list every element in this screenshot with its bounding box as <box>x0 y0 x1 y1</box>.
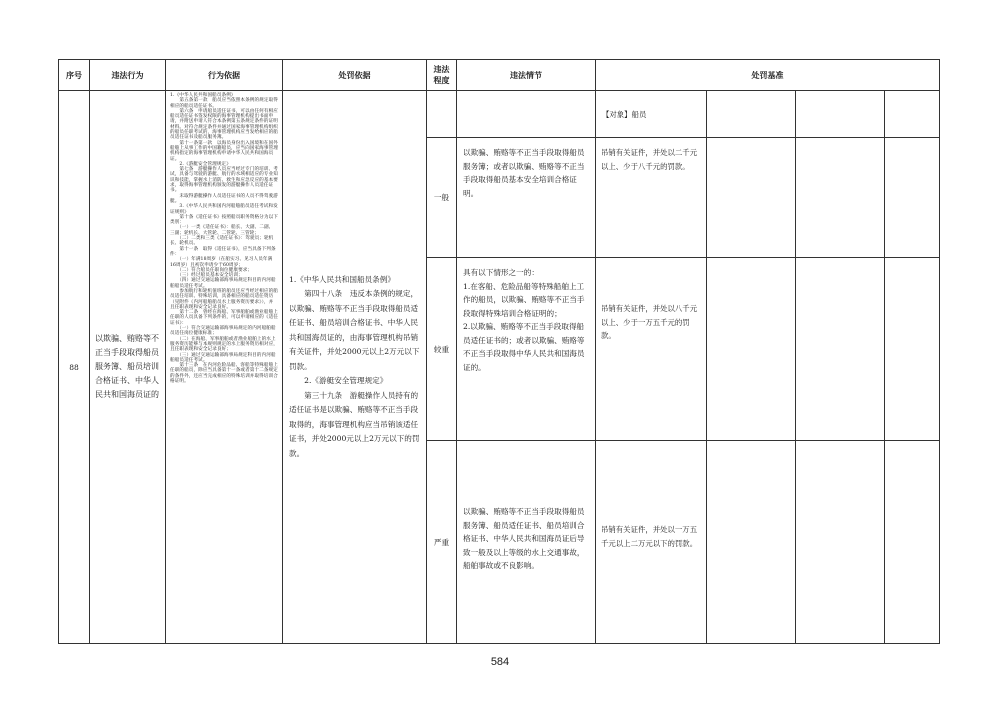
blank-cell <box>796 441 885 644</box>
standard-severe: 吊销有关证件，并处以一万五千元以上二万元以下的罚款。 <box>596 441 707 644</box>
blank-cell <box>885 138 940 258</box>
header-act: 违法行为 <box>90 60 166 91</box>
degree-serious: 较重 <box>427 258 457 441</box>
degree-empty <box>427 91 457 138</box>
header-row <box>59 60 940 91</box>
blank-cell <box>885 258 940 441</box>
blank-cell <box>707 138 796 258</box>
header-circumstance: 违法情节 <box>457 60 596 91</box>
blank-cell <box>707 441 796 644</box>
blank-cell <box>707 91 796 138</box>
circumstance-empty <box>457 91 596 138</box>
degree-general: 一般 <box>427 138 457 258</box>
header-standard: 处罚基准 <box>596 60 940 91</box>
blank-cell <box>885 91 940 138</box>
header-basis: 行为依据 <box>166 60 283 91</box>
blank-cell <box>796 258 885 441</box>
row-act: 以欺骗、贿赂等不正当手段取得船员服务簿、船员培训合格证书、中华人民共和国海员证的 <box>90 91 166 644</box>
row-basis: 1.《中华人民共和国船员条例》 第五条第一款 船员应当依照本条例的规定取得相应的船员适任证书。 第六条 申请船员适任证书，可以由任何有相应船员适任证书签发权限的海事管理机构提出书面申请，并附送申请人符合本条例第五条规定条件的证明材料。对符合规定条件并通过国家海事管理机构组织的船员任职考试的，海事管理机构应当发给相应的船员适任证书及船员服务簿。 第十一条第一款 以海员身份出入国境和在国外船舶上从事工作的中国籍船员，应当向国家海事管理机构指定的海事管理机构申请中华人民共和国海员证。 2.《游艇安全管理规定》 第七条 游艇操作人员应当经过专门的培训、考试，具备与驾驶的游艇、航行的水域相适应的专业知识和技能，掌握水上消防、救生和应急反应的基本要求，取得海事管理机构颁发的游艇操作人员适任证书。 未取得游艇操作人员适任证书的人员不得驾驶游艇。 3.《中华人民共和国内河船舶船员适任考试和发证规则》 第十条《适任证书》按照船员职务资格分为以下类别： （一）一类《适任证书》：船长、大副、二副、三副；轮机长、大管轮、二管轮、三管轮； （二）二类和三类《适任证书》：驾驶员；轮机长、轮机员。 第十一条 取得《适任证书》，应当具备下列条件： （一）年满18周岁（在船实习、见习人员年满16周岁）且初次申请少于60周岁； （二）符合船员任职岗位健康要求； （三）经过船员基本安全培训； （四）通过交通运输部海事局规定科目的内河船舶船员适任考试。 参加航行和轮机值班的船员还应当经过相应的船员适任培训、特殊培训，具备相应的船员适任资历（见附件《内河船舶船员水上服务资历要求》），并且任职表现和安全记录良好。 第十二条 曾经在海船、军事船舶或渔业船舶上任职的人员具备下列条件的，可以申请相应的《适任证书》： （一）符合交通运输部海事局规定的内河船舶船员适任岗位健康标准； （二）在海船、军事船舶或者渔业船舶上的水上服务资历能够与本规则规定的水上服务资历相对应，且任职表现和安全记录良好； （三）通过交通运输部海事局规定科目的内河船舶船员适任考试。 第十三条 在内河危险品船、客船等特殊船舶上任职的船员，除应当具备第十一条或者第十二条规定的条件外，还应当完成相应的特殊培训并取得培训合格证明。 <box>166 91 283 644</box>
row-seq: 88 <box>59 91 90 644</box>
circumstance-serious: 具有以下情形之一的： 1.在客船、危险品船等特殊船舶上工作的船员，以欺骗、贿赂等不正当手段取得特殊培训合格证明的； 2.以欺骗、贿赂等不正当手段取得船员适任证书的；或者以欺骗、贿赂等不正当手段取得中华人民共和国海员证的。 <box>457 258 596 441</box>
header-degree: 违法 程度 <box>427 60 457 91</box>
header-seq: 序号 <box>59 60 90 91</box>
table-row <box>59 91 940 138</box>
blank-cell <box>796 91 885 138</box>
blank-cell <box>885 441 940 644</box>
row-penalty-basis: 1.《中华人民共和国船员条例》 第四十八条 违反本条例的规定，以欺骗、贿赂等不正当手段取得船员适任证书、船员培训合格证书、中华人民共和国海员证的，由海事管理机构吊销有关证件，并处2000元以上2万元以下罚款。 2.《游艇安全管理规定》 第三十九条 游艇操作人员持有的适任证书是以欺骗、贿赂等不正当手段取得的，海事管理机构应当吊销该适任证书，并处2000元以上2万元以下的罚款。 <box>283 91 427 644</box>
blank-cell <box>707 258 796 441</box>
page-number: 584 <box>490 656 510 668</box>
header-penalty-basis: 处罚依据 <box>283 60 427 91</box>
blank-cell <box>796 138 885 258</box>
penalty-standard-table <box>58 59 940 644</box>
penalty-object: 【对象】船员 <box>596 91 707 138</box>
circumstance-general: 以欺骗、贿赂等不正当手段取得船员服务簿；或者以欺骗、贿赂等不正当手段取得船员基本安全培训合格证明。 <box>457 138 596 258</box>
circumstance-severe: 以欺骗、贿赂等不正当手段取得船员服务簿、船员适任证书、船员培训合格证书、中华人民共和国海员证后导致一般及以上等级的水上交通事故，船舶事故或不良影响。 <box>457 441 596 644</box>
standard-general: 吊销有关证件，并处以二千元以上、少于八千元的罚款。 <box>596 138 707 258</box>
standard-serious: 吊销有关证件，并处以八千元以上、少于一万五千元的罚款。 <box>596 258 707 441</box>
degree-severe: 严重 <box>427 441 457 644</box>
